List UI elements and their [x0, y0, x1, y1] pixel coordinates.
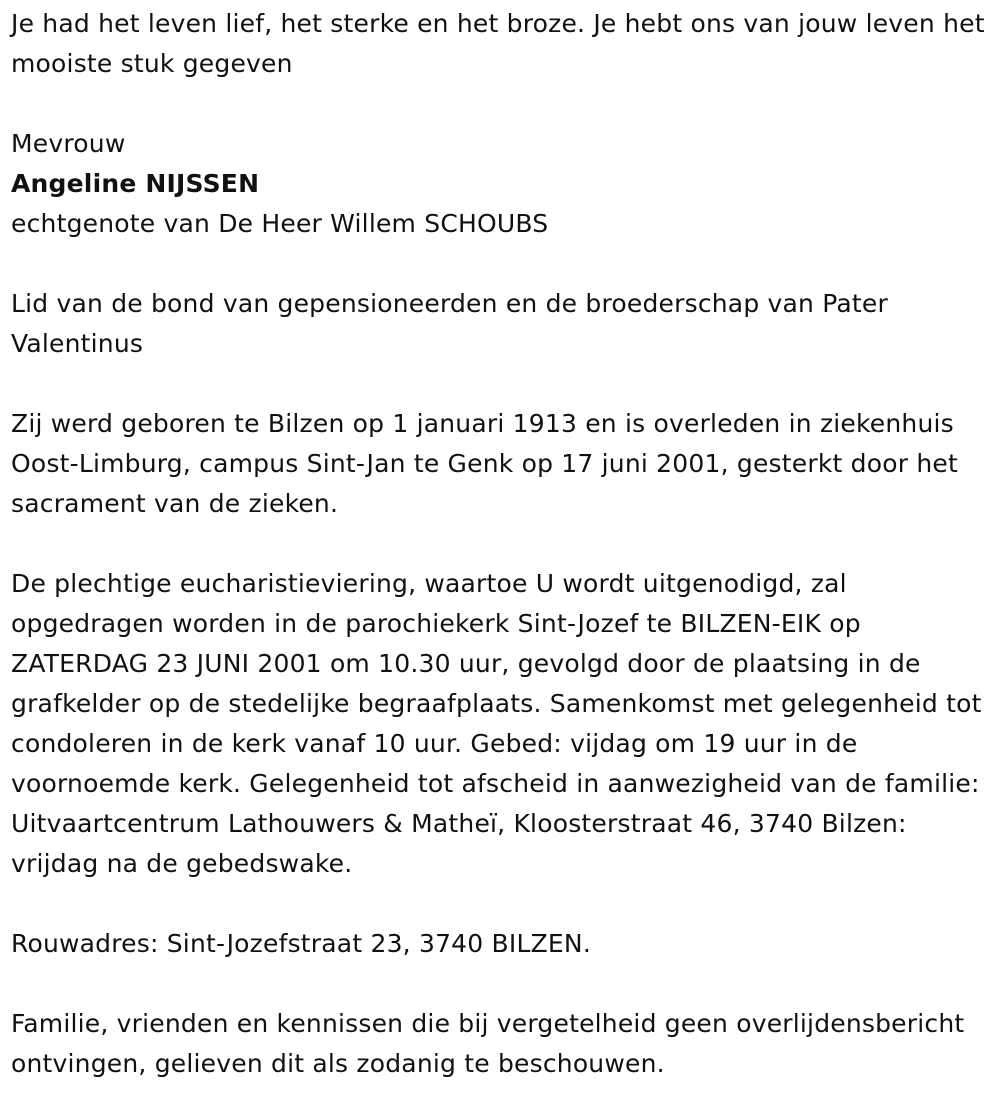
motto-text: Je had het leven lief, het sterke en het broze. Je hebt ons van jouw leven het mooiste stuk gegeven	[11, 9, 985, 78]
membership-text: Lid van de bond van gepensioneerden en de broederschap van Pater Valentinus	[11, 289, 888, 358]
closing-text: Familie, vrienden en kennissen die bij vergetelheid geen overlijdensbericht ontvingen, gelieven dit als zodanig te beschouwen.	[11, 1009, 965, 1078]
obituary-notice	[11, 4, 991, 1084]
salutation-text: Mevrouw	[11, 129, 126, 158]
birth-death-text: Zij werd geboren te Bilzen op 1 januari 1913 en is overleden in ziekenhuis Oost-Limburg, campus Sint-Jan te Genk op 17 juni 2001, gesterkt door het sacrament van de zieken.	[11, 409, 958, 518]
address-text: Rouwadres: Sint-Jozefstraat 23, 3740 BILZEN.	[11, 929, 591, 958]
ceremony-text: De plechtige eucharistieviering, waartoe U wordt uitgenodigd, zal opgedragen worden in de parochiekerk Sint-Jozef te BILZEN-EIK op ZATERDAG 23 JUNI 2001 om 10.30 uur, gevolgd door de plaatsing in de grafkelder op de stedelijke begraafplaats. Samenkomst met gelegenheid tot condoleren in de kerk vanaf 10 uur. Gebed: vijdag om 19 uur in de voornoemde kerk. Gelegenheid tot afscheid in aanwezigheid van de familie: Uitvaartcentrum Lathouwers & Matheï, Kloosterstraat 46, 3740 Bilzen: vrijdag na de gebedswake.	[11, 569, 982, 878]
spouse-text: echtgenote van De Heer Willem SCHOUBS	[11, 209, 549, 238]
deceased-name: Angeline NIJSSEN	[11, 169, 260, 198]
